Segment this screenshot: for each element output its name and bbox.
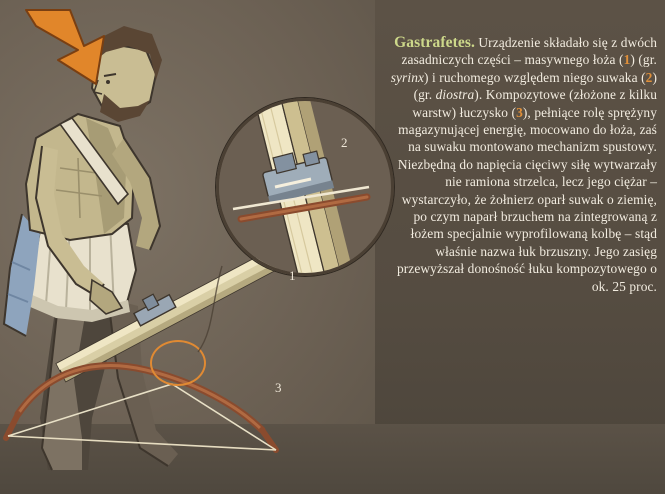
description-part3: ) i ruchomego względem niego suwaka ( [424, 69, 646, 85]
description-text [389, 34, 657, 295]
callout-number-2: 2 [341, 135, 348, 150]
description-part6: ), pełniące rolę sprężyny magazynującej energię, mocowano do łoża, zaś na suwaku montowano mechanizm spustowy. Niezbędną do napięcia cięciwy siłę wytwarzały nie ramiona strzelca, lecz jego ciężar – wystarczyło, że żołnierz oparł suwak o ziemię, po czym naparł brzuchem na zintegrowaną z łożem specjalnie wyprofilowaną kolbę – stąd właśnie nazwa łuk brzuszny. Jego zasięg przewyższał donośność łuku kompozytowego o ok. 25 proc. [396, 104, 657, 294]
callout-number-3: 3 [275, 380, 282, 395]
highlight-ring-icon [150, 340, 206, 386]
description-number-3: 3 [516, 104, 523, 120]
description-number-2: 2 [645, 69, 653, 85]
description-number-1: 1 [623, 52, 631, 68]
description-part1: Urządzenie składało się z dwóch zasadniczych części – masywnego łoża ( [401, 35, 657, 68]
description-lead: Gastrafetes. [394, 34, 475, 51]
detail-magnifier-content [219, 101, 391, 273]
description-part4: ) (gr. [413, 69, 657, 103]
description-italic-syrinx: syrinx [390, 69, 425, 85]
description-italic-diostra: diostra [435, 87, 475, 103]
description-part2: ) (gr. [630, 52, 657, 68]
description-part5: ). Kompozytowe (złożone z kilku warstw) łuczysko ( [412, 87, 657, 120]
detail-magnifier [216, 98, 394, 276]
down-arrow-icon [20, 4, 128, 90]
callout-number-1: 1 [289, 268, 296, 283]
